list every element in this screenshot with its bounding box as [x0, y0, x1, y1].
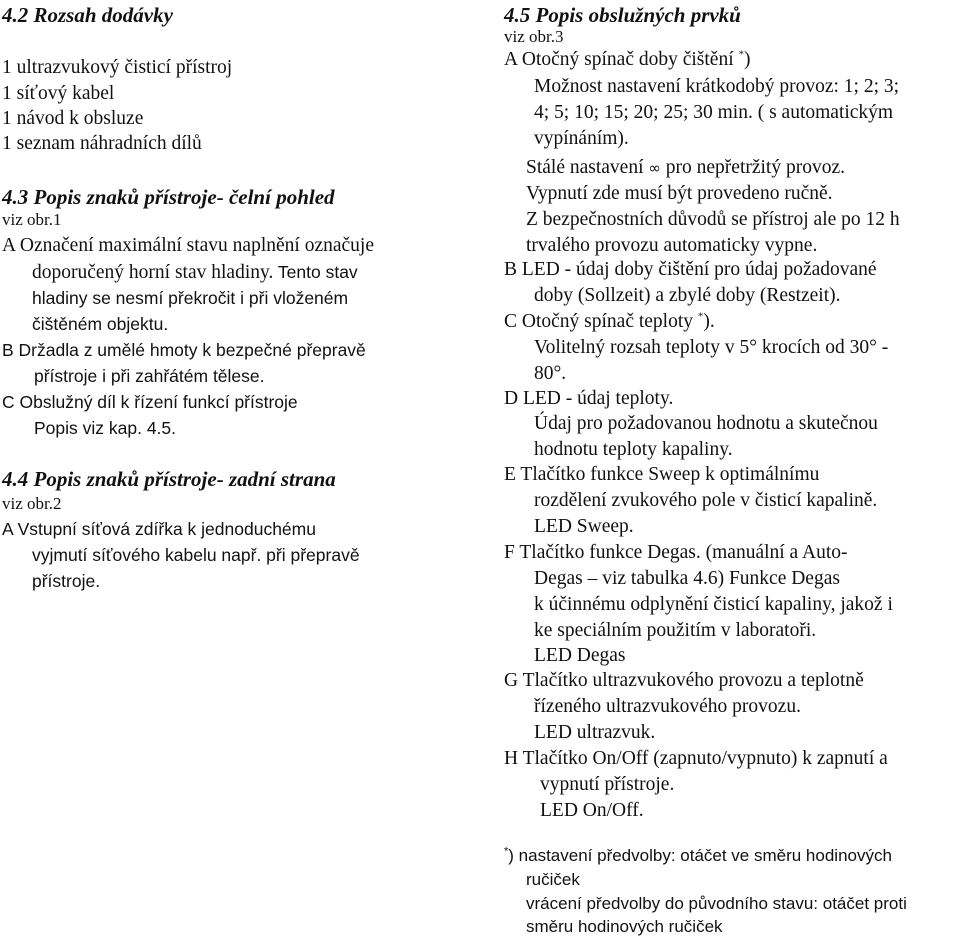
item-e-text: E Tlačítko funkce Sweep k optimálnímu: [504, 464, 820, 485]
item-c-text: Volitelný rozsah teploty v 5° krocích od 30° -: [534, 337, 889, 358]
item-h-text: vypnutí přístroje.: [540, 774, 675, 795]
item-b-text: přístroje i při zahřátém tělese.: [34, 366, 265, 386]
item-f-text: Degas – viz tabulka 4.6) Funkce Degas: [534, 568, 840, 589]
item-c-text: 80°.: [534, 363, 567, 384]
delivery-item: 1 ultrazvukový čisticí přístroj: [2, 57, 233, 78]
item-a-text: čištěném objektu.: [32, 314, 169, 334]
item-b-text: B Držadla z umělé hmoty k bezpečné přepravě: [2, 340, 366, 360]
footnote-text: *) nastavení předvolby: otáčet ve směru hodinových: [504, 845, 892, 865]
item-a-text: doporučený horní stav hladiny. Tento stav: [32, 262, 358, 283]
item-c-text: C Otočný spínač teploty *).: [504, 310, 715, 332]
delivery-item: 1 návod k obsluze: [2, 108, 144, 129]
item-b-text: doby (Sollzeit) a zbylé doby (Restzeit).: [534, 285, 841, 306]
section-4-5-title: 4.5 Popis obslužných prvků: [504, 3, 741, 27]
footnote-text: ručiček: [526, 870, 580, 889]
item-a-text: vypínáním).: [534, 128, 629, 149]
item-f-text: LED Degas: [534, 645, 626, 666]
item-f-text: F Tlačítko funkce Degas. (manuální a Auto-: [504, 542, 848, 563]
item-e-text: rozdělení zvukového pole v čisticí kapalině.: [534, 490, 878, 511]
item-h-text: H Tlačítko On/Off (zapnuto/vypnuto) k zapnutí a: [504, 748, 888, 769]
item-d-text: Údaj pro požadovanou hodnotu a skutečnou: [534, 413, 878, 434]
section-4-2-title: 4.2 Rozsah dodávky: [2, 3, 173, 27]
item-d-text: hodnotu teploty kapaliny.: [534, 439, 733, 460]
item-a-text: A Otočný spínač doby čištění *): [504, 48, 751, 70]
item-a-text: hladiny se nesmí překročit i při vloženém: [32, 288, 349, 308]
item-f-text: ke speciálním použitím v laboratoři.: [534, 620, 817, 641]
item-b-text: B LED - údaj doby čištění pro údaj požadované: [504, 259, 877, 280]
item-a-text: vyjmutí síťového kabelu např. při přepravě: [32, 545, 360, 565]
item-g-text: G Tlačítko ultrazvukového provozu a teplotně: [504, 670, 864, 691]
item-h-text: LED On/Off.: [540, 800, 644, 821]
delivery-item: 1 síťový kabel: [2, 83, 115, 104]
item-d-text: D LED - údaj teploty.: [504, 388, 674, 409]
item-a-text: přístroje.: [32, 571, 101, 591]
item-c-text: C Obslužný díl k řízení funkcí přístroje: [2, 392, 298, 412]
item-g-text: LED ultrazvuk.: [534, 722, 656, 743]
figure-reference: viz obr.3: [504, 27, 564, 46]
delivery-item: 1 seznam náhradních dílů: [2, 133, 202, 154]
figure-reference: viz obr.2: [2, 494, 62, 513]
item-a-text: Stálé nastavení ∞ pro nepřetržitý provoz.: [526, 157, 845, 178]
item-a-text: Z bezpečnostních důvodů se přístroj ale po 12 h: [526, 209, 900, 230]
item-a-text: trvalého provozu automaticky vypne.: [526, 235, 818, 256]
footnote-text: vrácení předvolby do původního stavu: otáčet proti: [526, 894, 907, 913]
figure-reference: viz obr.1: [2, 210, 62, 229]
infinity-icon: ∞: [648, 159, 661, 177]
item-a-text: Vypnutí zde musí být provedeno ručně.: [526, 183, 833, 204]
item-f-text: k účinnému odplynění čisticí kapaliny, jakož i: [534, 594, 893, 615]
item-a-text: 4; 5; 10; 15; 20; 25; 30 min. ( s automatickým: [534, 102, 894, 123]
section-4-3-title: 4.3 Popis znaků přístroje- čelní pohled: [2, 185, 335, 209]
item-a-text: Možnost nastavení krátkodobý provoz: 1; 2; 3;: [534, 76, 900, 97]
item-a-text: A Označení maximální stavu naplnění označuje: [2, 235, 374, 256]
item-e-text: LED Sweep.: [534, 516, 634, 537]
section-4-4-title: 4.4 Popis znaků přístroje- zadní strana: [2, 467, 336, 491]
footnote-text: směru hodinových ručiček: [526, 917, 723, 936]
item-c-text: Popis viz kap. 4.5.: [34, 418, 177, 438]
item-g-text: řízeného ultrazvukového provozu.: [534, 696, 801, 717]
item-a-text: A Vstupní síťová zdířka k jednoduchému: [2, 519, 316, 539]
